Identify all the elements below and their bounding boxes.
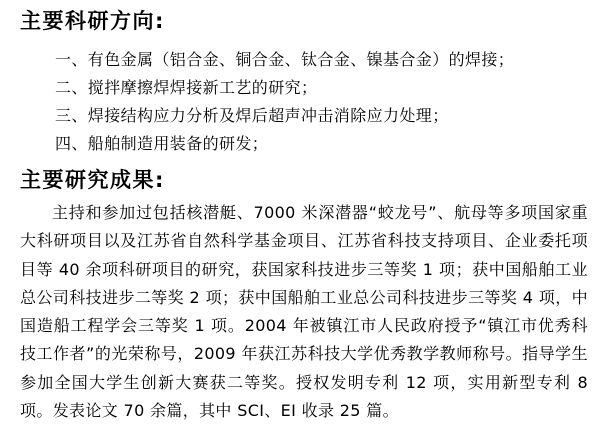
research-direction-item-4: 四、船舶制造用装备的研发； xyxy=(55,134,269,153)
research-directions-list xyxy=(55,46,588,158)
research-achievements-paragraph: 主持和参加过包括核潜艇、7000 米深潜器“蛟龙号”、航母等多项国家重大科研项目以及江苏省自然科学基金项目、江苏省科技支持项目、企业委托项目等 40 余项科研项目的研究，获国家科技进步三等奖 1 项；获中国船舶工业总公司科技进步二等奖 2 项；获中国船舶工业总公司科技进步三等奖 4 项，中国造船工程学会三等奖 1 项。2004 年被镇江市人民政府授予“镇江市优秀科技工作者”的光荣称号，2009 年获江苏科技大学优秀教学教师称号。指导学生参加全国大学生创新大赛获二等奖。授权发明专利 12 项，实用新型专利 8 项。发表论文 70 余篇，其中 SCI、EI 收录 25 篇。 xyxy=(20,203,588,421)
research-directions-heading: 主要科研方向: xyxy=(20,9,165,33)
research-direction-item-3: 三、焊接结构应力分析及焊后超声冲击消除应力处理； xyxy=(55,106,449,125)
research-direction-item-2: 二、搅拌摩擦焊焊接新工艺的研究； xyxy=(55,78,318,97)
research-direction-item-1: 一、有色金属（铝合金、铜合金、钛合金、镍基合金）的焊接； xyxy=(55,50,515,69)
research-achievements-heading: 主要研究成果: xyxy=(20,168,165,192)
